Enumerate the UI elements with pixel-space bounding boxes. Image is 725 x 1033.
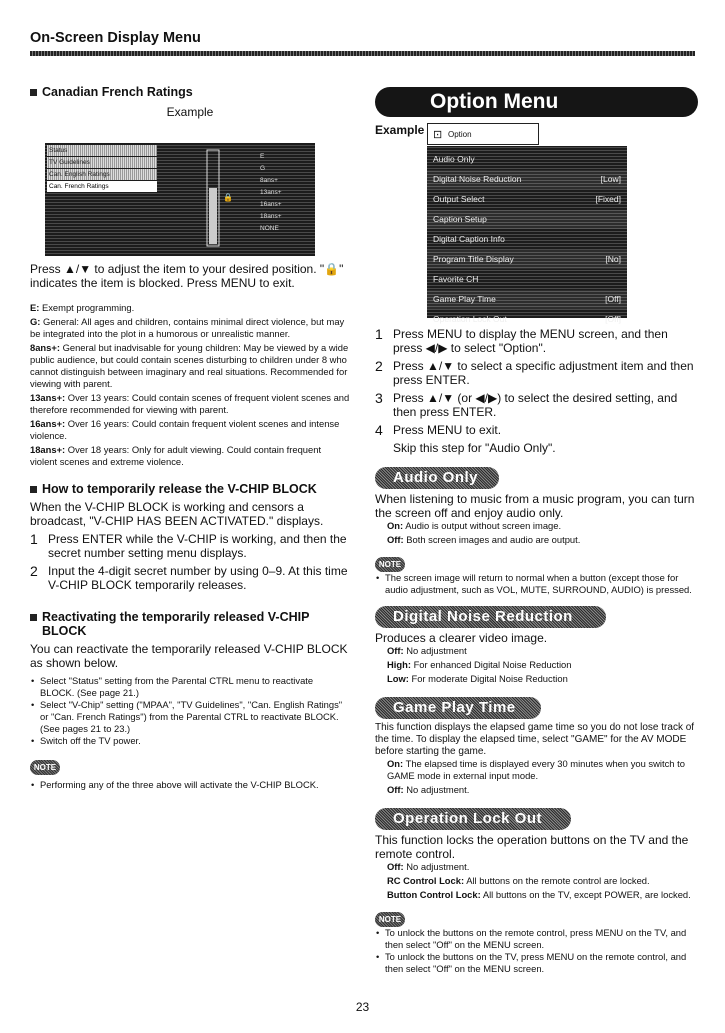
menu-item-selected: Can. French Ratings bbox=[47, 181, 157, 192]
option-tab bbox=[427, 123, 539, 145]
rating-item: 16ans+ bbox=[260, 201, 282, 208]
menu-item: Can. English Ratings bbox=[47, 169, 157, 180]
def-rc-lock: RC Control Lock: All buttons on the remote control are locked. bbox=[387, 875, 650, 886]
left-column bbox=[30, 85, 350, 119]
def-low: Low: For moderate Digital Noise Reduction bbox=[387, 673, 568, 684]
audio-only-title: Audio Only bbox=[375, 467, 499, 489]
rating-item: G bbox=[260, 165, 266, 172]
option-tab-label: Option bbox=[448, 130, 472, 139]
step-4: 4 Press MENU to exit. bbox=[375, 422, 502, 438]
page-number: 23 bbox=[355, 1000, 370, 1014]
option-row: Digital Caption Info bbox=[433, 234, 505, 244]
square-bullet-icon bbox=[30, 89, 37, 96]
page-header: On-Screen Display Menu bbox=[30, 30, 201, 46]
list-item: • Switch off the TV power. bbox=[30, 735, 350, 747]
square-bullet-icon bbox=[30, 614, 37, 621]
menu-item: Status bbox=[47, 145, 157, 156]
def-high: High: For enhanced Digital Noise Reduction bbox=[387, 659, 572, 670]
rating-item: 8ans+ bbox=[260, 177, 278, 184]
reactivate-intro: You can reactivate the temporarily released V-CHIP BLOCK as shown below. bbox=[30, 642, 348, 670]
example-label: Example bbox=[166, 105, 214, 119]
left-column-body bbox=[30, 262, 350, 791]
option-row: Game Play Time [Off] bbox=[427, 290, 627, 309]
lock-body: This function locks the operation buttons on the TV and the remote control. bbox=[375, 833, 689, 861]
dnr-body: Produces a clearer video image. bbox=[375, 631, 548, 645]
option-row: Caption Setup bbox=[427, 210, 627, 229]
option-tab-icon: ⊡ bbox=[433, 129, 443, 141]
rating-item: NONE bbox=[260, 225, 279, 232]
game-play-body: This function displays the elapsed game time so you do not lose track of the time. To display the elapsed time, select "GAME" for the AV MODE before starting the game. bbox=[375, 722, 695, 757]
canadian-ratings-screen bbox=[45, 143, 315, 256]
def-13ans: 13ans+: Over 13 years: Could contain scenes of frequent violent scenes and therefore recommended for viewing with parent. bbox=[30, 392, 350, 415]
rating-item: 18ans+ bbox=[260, 213, 282, 220]
game-play-time-title: Game Play Time bbox=[375, 697, 541, 719]
square-bullet-icon bbox=[30, 486, 37, 493]
def-off: Off: No adjustment bbox=[387, 645, 467, 656]
header-rule bbox=[30, 51, 695, 56]
note-badge: NOTE bbox=[375, 912, 405, 927]
list-item: • Performing any of the three above will activate the V-CHIP BLOCK. bbox=[30, 779, 350, 791]
step-2: 2 Input the 4-digit secret number by using 0–9. At this time V-CHIP BLOCK temporarily releases. bbox=[30, 563, 348, 592]
option-row: Operation Lock Out [Off] bbox=[433, 314, 621, 324]
audio-only-body: When listening to music from a music program, you can turn the screen off and enjoy audio only. bbox=[375, 492, 695, 520]
section-title-reactivate: Reactivating the temporarily released V-CHIP BLOCK bbox=[30, 610, 350, 638]
rating-item: E bbox=[260, 153, 265, 160]
list-item: • The screen image will return to normal when a button (except those for audio adjustment, such as VOL, MUTE, SURROUND, AUDIO) is pressed. bbox=[375, 572, 697, 596]
list-item: • To unlock the buttons on the TV, press MENU on the remote control, and then select "Off" on the MENU screen. bbox=[375, 951, 697, 975]
def-on: On: The elapsed time is displayed every 30 minutes when you switch to GAME mode in external input mode. bbox=[387, 758, 685, 781]
step-4-sub: Skip this step for "Audio Only". bbox=[393, 441, 556, 455]
def-off: Off: No adjustment. bbox=[387, 784, 470, 795]
parental-menu-list bbox=[47, 145, 157, 193]
def-off: Off: No adjustment. bbox=[387, 861, 470, 872]
option-menu-screen bbox=[427, 146, 627, 324]
option-row: Audio Only bbox=[433, 154, 475, 164]
option-menu-title: Option Menu bbox=[375, 87, 698, 117]
temp-release-intro: When the V-CHIP BLOCK is working and censors a broadcast, "V-CHIP HAS BEEN ACTIVATED." displays. bbox=[30, 500, 324, 528]
dnr-title: Digital Noise Reduction bbox=[375, 606, 606, 628]
option-row: Favorite CH bbox=[433, 274, 479, 284]
section-title-temp-release: How to temporarily release the V-CHIP BLOCK bbox=[30, 482, 350, 496]
ratings-list bbox=[260, 151, 310, 235]
operation-lock-title: Operation Lock Out bbox=[375, 808, 571, 830]
def-button-lock: Button Control Lock: All buttons on the TV, except POWER, are locked. bbox=[387, 889, 691, 900]
list-item: • To unlock the buttons on the remote control, press MENU on the TV, and then select "Off" on the MENU screen. bbox=[375, 927, 697, 951]
def-e: E: Exempt programming. bbox=[30, 302, 135, 313]
rating-item: 13ans+ bbox=[260, 189, 282, 196]
def-g: G: General: All ages and children, contains minimal direct violence, but may be integrated into the plot in a humorous or unrealistic manner. bbox=[30, 316, 345, 339]
def-on: On: Audio is output without screen image. bbox=[387, 520, 562, 531]
note-badge: NOTE bbox=[30, 760, 60, 775]
def-16ans: 16ans+: Over 16 years: Could contain frequent violent scenes and intense violence. bbox=[30, 418, 340, 441]
section-title-canadian bbox=[30, 85, 350, 99]
svg-text:🔒: 🔒 bbox=[223, 193, 233, 202]
rating-level-bar bbox=[205, 148, 235, 248]
option-row: Output Select [Fixed] bbox=[433, 194, 621, 204]
menu-item: TV Guidelines bbox=[47, 157, 157, 168]
step-3: 3 Press ▲/▼ (or ◀/▶) to select the desired setting, and then press ENTER. bbox=[375, 390, 678, 419]
def-off: Off: Both screen images and audio are output. bbox=[387, 534, 581, 545]
def-8ans: 8ans+: General but inadvisable for young children: May be viewed by a wide public audience, but could contain scenes disturbing to children under 8 who cannot distinguish between imaginary and real situations. Recommended for viewing with parent. bbox=[30, 342, 349, 389]
option-row: Program Title Display [No] bbox=[427, 250, 627, 269]
list-item: • Select "V-Chip" setting ("MPAA", "TV Guidelines", "Can. English Ratings" or "Can. French Ratings") from the Parental CTRL to reactivate BLOCK. (See pages 21 to 23.) bbox=[30, 699, 350, 735]
def-18ans: 18ans+: Over 18 years: Only for adult viewing. Could contain frequent violent scenes and extreme violence. bbox=[30, 444, 322, 467]
step-1: 1 Press ENTER while the V-CHIP is working, and then the secret number setting menu displays. bbox=[30, 531, 347, 560]
right-column-body bbox=[375, 323, 697, 975]
press-instruction: Press ▲/▼ to adjust the item to your desired position. "🔒" indicates the item is blocked. Press MENU to exit. bbox=[30, 262, 344, 290]
note-badge: NOTE bbox=[375, 557, 405, 572]
example-label: Example bbox=[375, 123, 425, 137]
canadian-title-text: Canadian French Ratings bbox=[42, 85, 193, 99]
option-row: Digital Noise Reduction [Low] bbox=[427, 170, 627, 189]
step-1: 1 Press MENU to display the MENU screen, and then press ◀/▶ to select "Option". bbox=[375, 326, 668, 355]
step-2: 2 Press ▲/▼ to select a specific adjustment item and then press ENTER. bbox=[375, 358, 694, 387]
list-item: • Select "Status" setting from the Parental CTRL menu to reactivate BLOCK. (See page 21.) bbox=[30, 675, 350, 699]
